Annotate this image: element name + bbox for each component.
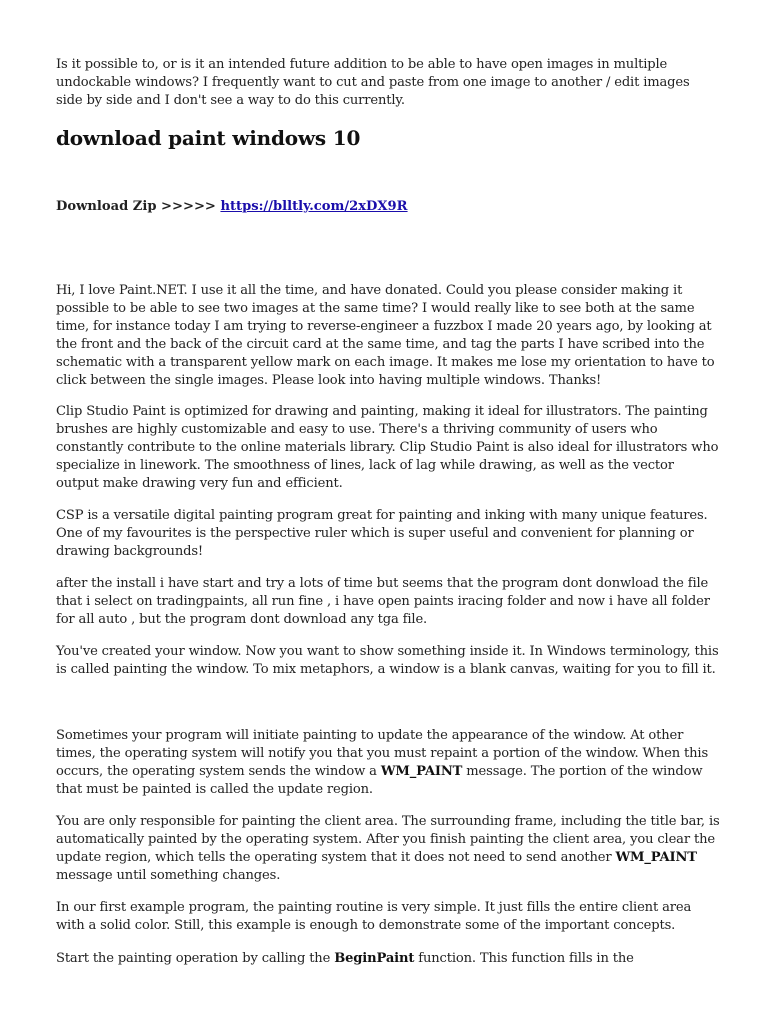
download-link[interactable]: https://blltly.com/2xDX9R: [220, 199, 408, 214]
paragraph-example: In our first example program, the painting routine is very simple. It just fills the entire client area with a solid color. Still, this example is enough to demonstrate some of the important concepts.: [56, 900, 692, 933]
beginpaint-term: BeginPaint: [334, 951, 415, 966]
download-line: [56, 199, 720, 214]
paragraph-csp: CSP is a versatile digital painting program great for painting and inking with many unique features. One of my favourites is the perspective ruler which is super useful and convenient for planning or drawing backgrounds!: [56, 508, 708, 559]
text: function. This function fills in the: [414, 951, 634, 966]
paragraph-beginpaint: [56, 950, 720, 968]
paragraph-install: after the install i have start and try a lots of time but seems that the program dont donwload the file that i select on tradingpaints, all run fine , i have open paints iracing folder and now i have all folder for all auto , but the program dont download any tga file.: [56, 576, 710, 627]
download-label: Download Zip >>>>>: [56, 199, 216, 214]
wm-paint-term: WM_PAINT: [380, 764, 463, 779]
paragraph-paintnet: Hi, I love Paint.NET. I use it all the time, and have donated. Could you please consider making it possible to be able to see two images at the same time? I would really like to see both at the same time, for instance today I am trying to reverse-engineer a fuzzbox I made 20 years ago, by looking at the front and the back of the circuit card at the same time, and tag the parts I have scribed into the schematic with a transparent yellow mark on each image. It makes me lose my orientation to have to click between the single images. Please look into having multiple windows. Thanks!: [56, 283, 715, 388]
text: Sometimes your program will initiate painting to update the appearance of the window. At other times, the operating system will notify you that you must repaint a portion of the window. When this occurs, the operating system sends the window a: [56, 728, 709, 779]
paragraph-wm-paint-1: [56, 727, 720, 799]
page-heading: download paint windows 10: [56, 126, 361, 150]
paragraph-clip-studio: Clip Studio Paint is optimized for drawing and painting, making it ideal for illustrators. The painting brushes are highly customizable and easy to use. There's a thriving community of users who constantly contribute to the online materials library. Clip Studio Paint is also ideal for illustrators who specialize in linework. The smoothness of lines, lack of lag while drawing, as well as the vector output make drawing very fun and efficient.: [56, 404, 719, 491]
text: Start the painting operation by calling the: [56, 951, 335, 966]
paragraph-wm-paint-2: [56, 813, 720, 885]
paragraph-window: You've created your window. Now you want to show something inside it. In Windows terminology, this is called painting the window. To mix metaphors, a window is a blank canvas, waiting for you to fill it.: [56, 644, 719, 677]
text: message. The portion of the window that must be painted is called the update region.: [56, 764, 703, 797]
text: message until something changes.: [56, 868, 281, 883]
wm-paint-term: WM_PAINT: [615, 850, 697, 865]
text: You are only responsible for painting the client area. The surrounding frame, including the title bar, is automatically painted by the operating system. After you finish painting the client area, you clear the update region, which tells the operating system that it does not need to send another: [56, 814, 720, 865]
intro-paragraph: Is it possible to, or is it an intended future addition to be able to have open images in multiple undockable windows? I frequently want to cut and paste from one image to another / edit images side by side and I don't see a way to do this currently.: [56, 57, 690, 108]
